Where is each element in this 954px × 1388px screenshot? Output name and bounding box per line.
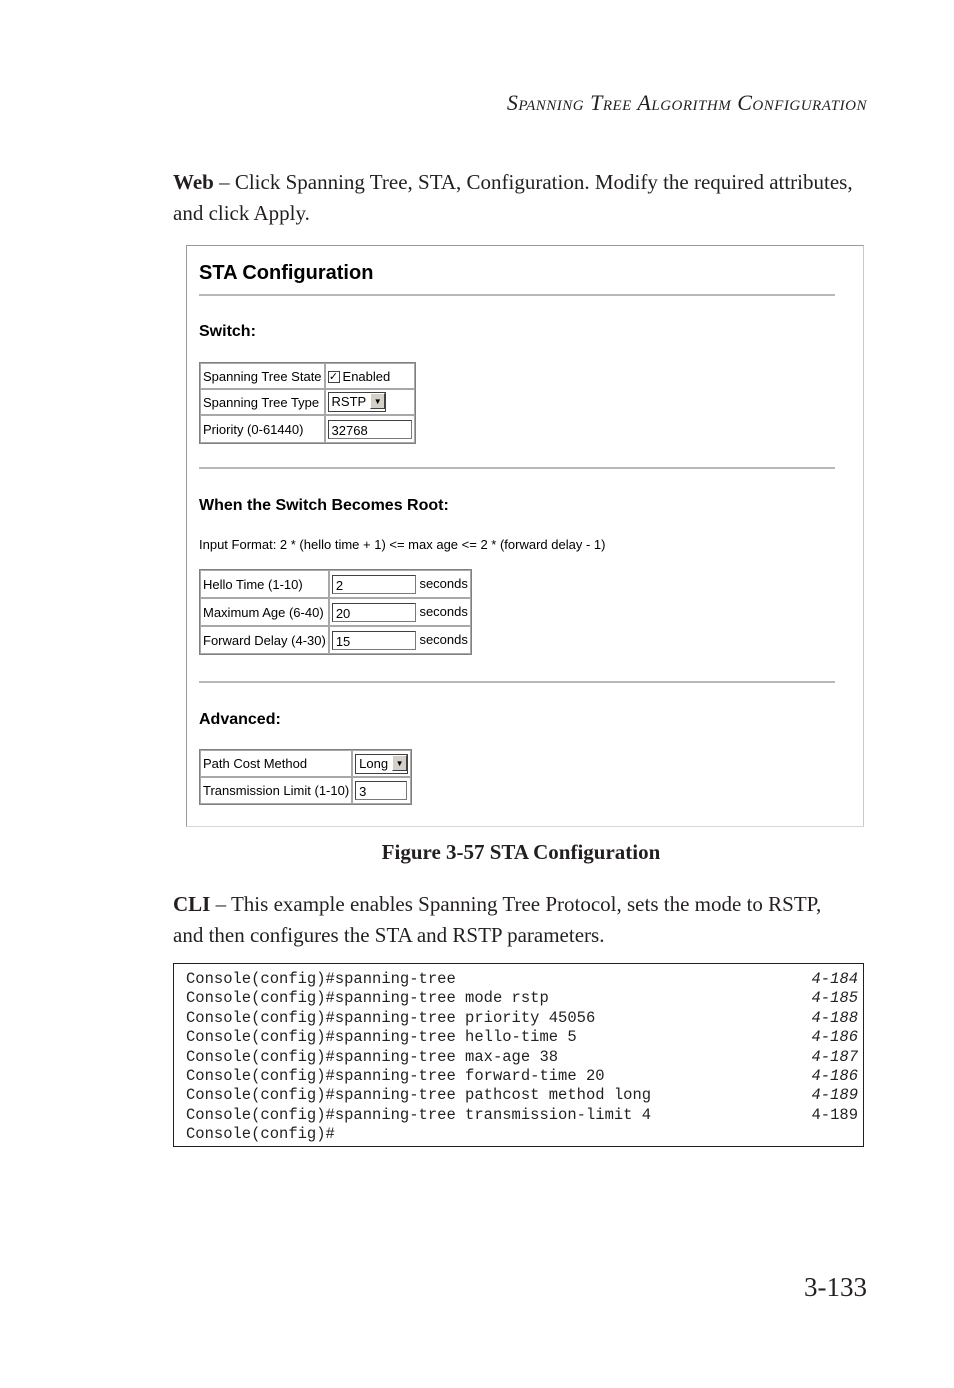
screen-title: STA Configuration: [199, 262, 374, 284]
code-page-ref: 4-187: [811, 1047, 858, 1066]
transmission-limit-input[interactable]: 3: [355, 781, 407, 800]
code-page-ref: 4-185: [811, 989, 858, 1008]
code-page-ref: 4-188: [811, 1008, 858, 1027]
advanced-heading: Advanced:: [199, 711, 281, 728]
code-line: [186, 1028, 858, 1047]
path-cost-value: Long: [359, 755, 389, 771]
sta-configuration-screenshot: [186, 245, 864, 827]
code-page-ref: 4-186: [811, 1067, 858, 1085]
hello-label: Hello Time (1-10): [200, 570, 329, 598]
fwd-label: Forward Delay (4-30): [200, 626, 329, 654]
code-command: Console(config)#spanning-tree transmission-limit 4: [186, 1105, 652, 1124]
code-page-ref: 4-189: [811, 1105, 858, 1124]
web-instructions: [173, 167, 853, 229]
type-label: Spanning Tree Type: [200, 389, 325, 415]
state-label: Spanning Tree State: [200, 363, 325, 389]
pathcost-label: Path Cost Method: [200, 750, 352, 777]
code-command: Console(config)#spanning-tree hello-time 5: [186, 1028, 577, 1047]
forward-delay-input[interactable]: 15: [332, 631, 416, 650]
code-line: [186, 1048, 858, 1067]
code-page-ref: 4-184: [811, 970, 858, 988]
code-command: Console(config)#spanning-tree pathcost method long: [186, 1086, 652, 1105]
root-heading: When the Switch Becomes Root:: [199, 497, 449, 514]
priority-label: Priority (0-61440): [200, 415, 325, 443]
root-table: [199, 569, 472, 655]
code-command: Console(config)#: [186, 1125, 335, 1144]
dropdown-arrow-icon: ▼: [392, 755, 407, 771]
code-command: Console(config)#spanning-tree max-age 38: [186, 1047, 559, 1066]
code-line: [186, 1086, 858, 1105]
code-line: [186, 1067, 858, 1086]
code-line: [186, 989, 858, 1008]
figure-caption: Figure 3-57 STA Configuration: [381, 840, 661, 864]
txlimit-label: Transmission Limit (1-10): [200, 777, 352, 804]
cli-instructions: [173, 889, 853, 951]
code-line: [186, 1106, 858, 1125]
advanced-table: [199, 749, 412, 805]
code-page-ref: 4-189: [811, 1086, 858, 1105]
code-command: Console(config)#spanning-tree forward-time 20: [186, 1067, 605, 1085]
code-command: Console(config)#spanning-tree: [186, 970, 456, 988]
code-command: Console(config)#spanning-tree mode rstp: [186, 989, 549, 1008]
cli-lead: CLI: [173, 892, 211, 916]
code-line: [186, 1125, 858, 1144]
input-format-note: Input Format: 2 * (hello time + 1) <= max age <= 2 * (forward delay - 1): [199, 537, 606, 552]
web-lead: Web: [173, 170, 214, 194]
tree-type-select[interactable]: [328, 392, 387, 412]
hello-time-input[interactable]: 2: [332, 575, 416, 594]
maxage-unit: seconds: [419, 603, 468, 619]
enabled-label: Enabled: [342, 368, 391, 384]
code-page-ref: 4-186: [811, 1028, 858, 1047]
running-head: Spanning Tree Algorithm Configuration: [506, 90, 867, 115]
dropdown-arrow-icon: ▼: [370, 393, 385, 409]
divider: [199, 467, 835, 469]
enabled-checkbox[interactable]: ✓: [328, 371, 339, 384]
max-age-input[interactable]: 20: [332, 603, 416, 622]
web-text: – Click Spanning Tree, STA, Configuration. Modify the required attributes, and click Apply.: [173, 170, 853, 225]
cli-code-block: [173, 963, 864, 1147]
cli-text: – This example enables Spanning Tree Protocol, sets the mode to RSTP, and then configures the STA and RSTP parameters.: [173, 892, 822, 947]
fwd-unit: seconds: [419, 631, 468, 647]
maxage-label: Maximum Age (6-40): [200, 598, 329, 626]
page-number: 3-133: [804, 1272, 867, 1302]
priority-input[interactable]: 32768: [328, 420, 412, 439]
switch-table: [199, 362, 416, 444]
code-command: Console(config)#spanning-tree priority 45056: [186, 1008, 596, 1027]
code-line: [186, 970, 858, 989]
path-cost-select[interactable]: [355, 754, 408, 774]
divider: [199, 681, 835, 683]
tree-type-value: RSTP: [331, 394, 367, 409]
hello-unit: seconds: [419, 575, 468, 591]
switch-heading: Switch:: [199, 323, 256, 340]
divider: [199, 294, 835, 296]
code-line: [186, 1009, 858, 1028]
